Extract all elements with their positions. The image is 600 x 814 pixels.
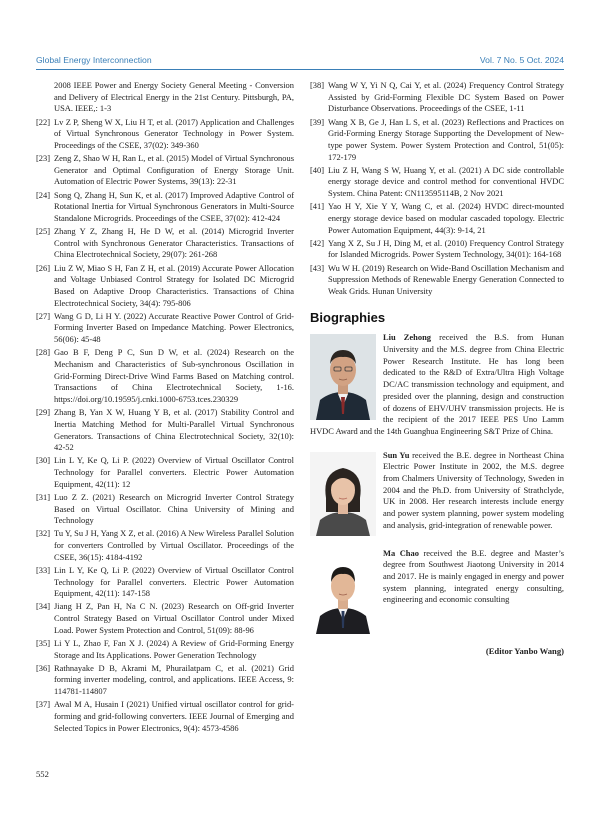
bio-text: received the B.S. from Hunan University and the M.S. degree from China Electric Power Research Institute. He has long been dedicated to the R&D of Extra/Ultra High Voltage DC/AC transmission technology and equipment, and presided over the planning, design and construction of dozens of EHV/UHV transmission projects. He is the recipient of the 2017 IEEE PES Uno Lamm HVDC Award and the 14th Guanghua Engineering S&T Prize of China. — [310, 332, 564, 436]
reference-39: [39] Wang X B, Ge J, Han L S, et al. (2023) Reflections and Practices on Grid-Forming Energy Storage Supporting the Development of New-type power System. Power System Protection and Control, 51(05): 172-179 — [310, 116, 564, 162]
bio-name: Liu Zehong — [383, 332, 431, 343]
running-header — [36, 55, 564, 65]
reference-31: [31] Luo Z Z. (2021) Research on Microgrid Inverter Control Strategy Based on Virtual Oscillator. China University of Mining and Technology — [36, 491, 294, 526]
reference-43: [43] Wu W H. (2019) Research on Wide-Band Oscillation Mechanism and Suppression Methods of Renewable Energy Generation Connected to Weak Grids. Hunan University — [310, 262, 564, 296]
bio-liu-zehong — [310, 332, 564, 437]
bio-text: received the B.E. degree in Northeast China Electric Power Institute in 2002, the M.S. degree from Chalmers University of Technology, Sweden in 2004 and the Ph.D. from University of Strathclyde, UK in 2008. Her research interests include energy and power system planning, power system modeling and analysis, grid-integration of renewable power. — [383, 449, 564, 530]
reference-25: [25] Zhang Y Z, Zhang H, He D W, et al. (2014) Microgrid Inverter Control with Synchronous Generator Characteristics. Transactions of China Electrotechnical Society, 29(07): 261-268 — [36, 226, 294, 260]
reference-37: [37] Awal M A, Husain I (2021) Unified virtual oscillator control for grid-forming and grid-following converters. IEEE Journal of Emerging and Selected Topics in Power Electronics, 9(4): 4573-4586 — [36, 699, 294, 733]
bio-text: received the B.E. degree and Master’s degree from Southwest Jiaotong University in 2014 and 2017. He is mainly engaged in energy and power system planning, integrated energy consulting, engineering and economic consulting — [383, 547, 564, 605]
header-rule — [36, 69, 564, 70]
reference-22: [22] Lv Z P, Sheng W X, Liu H T, et al. (2017) Application and Challenges of Virtual Synchronous Generator Technology in Power System. Proceedings of the CSEE, 37(02): 349-360 — [36, 116, 294, 150]
reference-41: [41] Yao H Y, Xie Y Y, Wang C, et al. (2024) HVDC direct-mounted energy storage device based on modular cascaded topology. Electric Power Automation Equipment, 44(3): 9-14, 21 — [310, 201, 564, 235]
reference-36: [36] Rathnayake D B, Akrami M, Phurailatpam C, et al. (2021) Grid forming inverter modeling, control, and applications. IEEE Access, 9: 114781-114807 — [36, 662, 294, 697]
bio-sun-yu — [310, 450, 564, 536]
bio-name: Ma Chao — [383, 547, 419, 558]
reference-40: [40] Liu Z H, Wang S W, Huang Y, et al. (2021) A DC side controllable energy storage device and control method for conventional HVDC System. China Patent: CN113595114B, 2 Nov 2021 — [310, 164, 564, 199]
reference-38: [38] Wang W Y, Yi N Q, Cai Y, et al. (2024) Frequency Control Strategy Assisted by Grid-Forming Flexible DC System Based on Power Disturbance Observations. Proceedings of the CSEE, 1-11 — [310, 80, 564, 114]
page-number: 552 — [36, 769, 49, 779]
issue-info: Vol. 7 No. 5 Oct. 2024 — [479, 55, 564, 65]
reference-35: [35] Li Y L, Zhao F, Fan X J. (2024) A Review of Grid-Forming Energy Storage and Its Applications. Power Generation Technology — [36, 637, 294, 660]
portrait-photo — [310, 334, 376, 420]
journal-name: Global Energy Interconnection — [36, 55, 152, 65]
reference-34: [34] Jiang H Z, Pan H, Na C N. (2023) Research on Off-grid Inverter Control Strategy Based on Virtual Oscillator Control under Mixed Load. Power System Protection and Control, 51(09): 88-96 — [36, 601, 294, 635]
reference-27: [27] Wang G D, Li H Y. (2022) Accurate Reactive Power Control of Grid-Forming Inverter Based on Impedance Matching. Power Electronics, 56(06): 45-48 — [36, 310, 294, 345]
editor-credit: (Editor Yanbo Wang) — [485, 645, 564, 656]
reference-21-cont: 2008 IEEE Power and Energy Society General Meeting - Conversion and Delivery of Electrical Energy in the 21st Century. Pittsburgh, PA, USA. IEEE,: 1-3 — [54, 80, 294, 114]
portrait-photo — [310, 550, 376, 634]
biographies-heading: Biographies — [310, 309, 386, 325]
bio-name: Sun Yu — [383, 449, 410, 460]
reference-29: [29] Zhang B, Yan X W, Huang Y B, et al. (2017) Stability Control and Inertia Matching Method for Multi-Parallel Virtual Synchronous Generators. Transactions of China Electrotechnical Society, 32(10): 42-52 — [36, 407, 294, 453]
left-column — [36, 80, 294, 736]
reference-32: [32] Tu Y, Su J H, Yang X Z, et al. (2016) A New Wireless Parallel Solution for converters Controlled by Virtual Oscillator. Proceedings of the CSEE, 36(15): 4184-4192 — [36, 528, 294, 562]
reference-23: [23] Zeng Z, Shao W H, Ran L, et al. (2015) Model of Virtual Synchronous Generator and Optimal Configuration of Energy Storage Unit. Automation of Electric Power Systems, 39(13): 22-31 — [36, 153, 294, 187]
reference-42: [42] Yang X Z, Su J H, Ding M, et al. (2010) Frequency Control Strategy for Islanded Microgrids. Power System Technology, 34(01): 164-168 — [310, 237, 564, 260]
reference-26: [26] Liu Z W, Miao S H, Fan Z H, et al. (2019) Accurate Power Allocation and Voltage Unbiased Control Strategy for Isolated DC Microgrid Based on Adaptive Droop Characteristics. Transactions of China Electrotechnical Society, 34(4): 795-806 — [36, 262, 294, 308]
portrait-photo — [310, 452, 376, 536]
reference-28: [28] Gao B F, Deng P C, Sun D W, et al. (2024) Research on the Mechanism and Characteristics of Sub-synchronous Oscillation in Grid-Forming Direct-Drive Wind Farms Based on Matching control. Transactions of China Electrotechnical Society, 1-16. https://doi.org/10.19595/j.cnki.1000-6753.tces.230329 — [36, 347, 294, 405]
reference-30: [30] Lin L Y, Ke Q, Li P. (2022) Overview of Virtual Oscillator Control Technology for Parallel converters. Electric Power Automation Equipment, 42(11): 12 — [36, 455, 294, 489]
reference-24: [24] Song Q, Zhang H, Sun K, et al. (2017) Improved Adaptive Control of Rotational Inertia for Virtual Synchronous Generators in Multi-Source Standalone Microgrids. Proceedings of the CSEE, 37(02): 412-424 — [36, 189, 294, 223]
right-column — [310, 80, 564, 657]
reference-33: [33] Lin L Y, Ke Q, Li P. (2022) Overview of Virtual Oscillator Control Technology for Parallel converters. Electric Power Automation Equipment, 42(11): 147-158 — [36, 564, 294, 599]
bio-ma-chao — [310, 548, 564, 634]
